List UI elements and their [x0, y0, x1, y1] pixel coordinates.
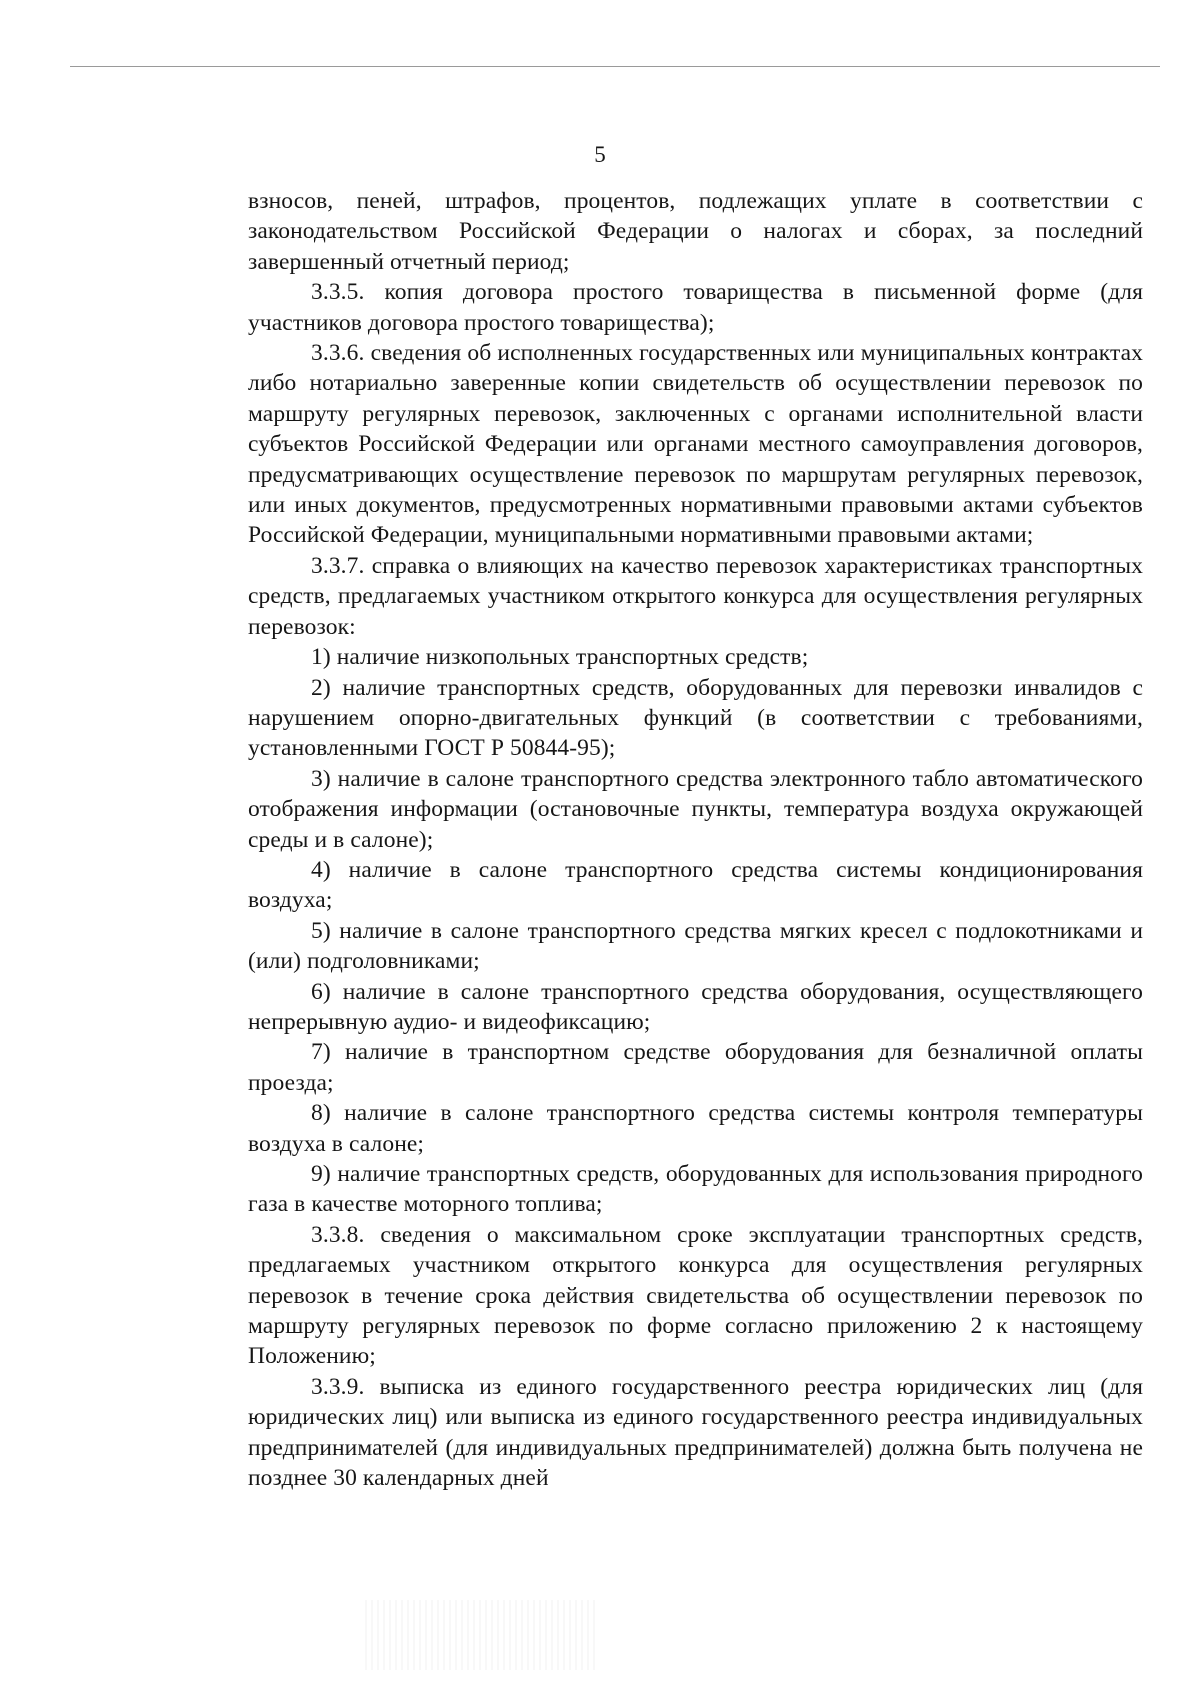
- list-item-9: 9) наличие транспортных средств, оборудованных для использования природного газа в качестве моторного топлива;: [248, 1161, 1143, 1218]
- paragraph-3-3-6: 3.3.6. сведения об исполненных государственных или муниципальных контрактах либо нотариально заверенные копии свидетельств об осуществлении перевозок по маршруту регулярных перевозок, заключенных с органами исполнительной власти субъектов Российской Федерации или органами местного самоуправления договоров, предусматривающих осуществление перевозок по маршрутам регулярных перевозок, или иных документов, предусмотренных нормативными правовыми актами субъектов Российской Федерации, муниципальными нормативными правовыми актами;: [248, 340, 1143, 549]
- page-number: 5: [594, 142, 606, 167]
- paragraph-3-3-8: 3.3.8. сведения о максимальном сроке эксплуатации транспортных средств, предлагаемых участником открытого конкурса для осуществления регулярных перевозок в течение срока действия свидетельства об осуществлении перевозок по маршруту регулярных перевозок по форме согласно приложению 2 к настоящему Положению;: [248, 1221, 1143, 1370]
- list-item-7: 7) наличие в транспортном средстве оборудования для безналичной оплаты проезда;: [248, 1039, 1143, 1096]
- document-body: [248, 186, 1143, 1493]
- list-item-8: 8) наличие в салоне транспортного средства системы контроля температуры воздуха в салоне;: [248, 1100, 1143, 1157]
- list-item-3: 3) наличие в салоне транспортного средства электронного табло автоматического отображения информации (остановочные пункты, температура воздуха окружающей среды и в салоне);: [248, 765, 1143, 853]
- list-item-1: 1) наличие низкопольных транспортных средств;: [311, 644, 809, 671]
- list-item-4: 4) наличие в салоне транспортного средства системы кондиционирования воздуха;: [248, 856, 1143, 914]
- list-item-2: 2) наличие транспортных средств, оборудованных для перевозки инвалидов с нарушением опорно-двигательных функций (в соответствии с требованиями, установленными ГОСТ Р 50844-95);: [248, 674, 1143, 762]
- paragraph-continuation: взносов, пеней, штрафов, процентов, подлежащих уплате в соответствии с законодательством Российской Федерации о налогах и сборах, за последний завершенный отчетный период;: [248, 188, 1143, 275]
- scan-artifact: [365, 1600, 595, 1670]
- scan-top-line: [70, 66, 1160, 67]
- paragraph-3-3-7: 3.3.7. справка о влияющих на качество перевозок характеристиках транспортных средств, предлагаемых участником открытого конкурса для осуществления регулярных перевозок:: [248, 552, 1143, 640]
- paragraph-3-3-9: 3.3.9. выписка из единого государственного реестра юридических лиц (для юридических лиц) или выписка из единого государственного реестра индивидуальных предпринимателей (для индивидуальных предпринимателей) должна быть получена не позднее 30 календарных дней: [248, 1373, 1143, 1492]
- paragraph-3-3-5: 3.3.5. копия договора простого товарищества в письменной форме (для участников договора простого товарищества);: [248, 279, 1143, 336]
- list-item-5: 5) наличие в салоне транспортного средства мягких кресел с подлокотниками и (или) подголовниками;: [248, 917, 1143, 975]
- list-item-6: 6) наличие в салоне транспортного средства оборудования, осуществляющего непрерывную аудио- и видеофиксацию;: [248, 978, 1143, 1035]
